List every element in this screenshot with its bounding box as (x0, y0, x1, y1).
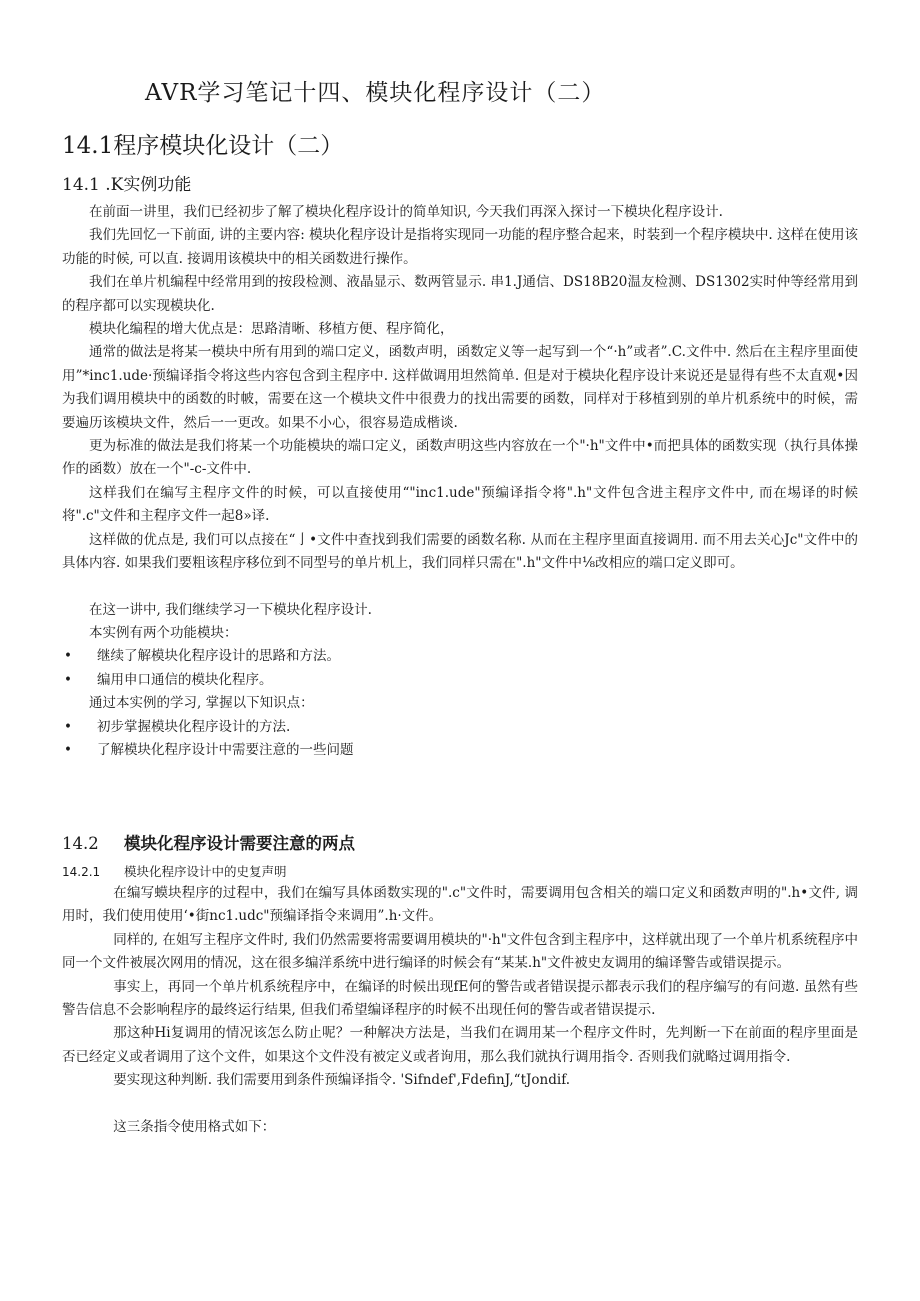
bullet-icon: • (64, 671, 72, 688)
list-item-text: 编用申口通信的模块化程序。 (97, 671, 273, 688)
paragraph: 这样做的优点是, 我们可以点接在“亅•文件中查找到我们需要的函数名称. 从而在主程序里面直接调用. 而不用去关心Jc"文件中的具体内容. 如果我们要粗该程序移位到不同型号的单片机上，我们同样只需在".h"文件中⅛改相应的端口定义即可。 (62, 531, 858, 572)
paragraph: 通常的做法是将某一模块中所有用到的端口定义，函数声明，函数定义等一起写到一个“·h”或者”.C.文件中. 然后在主程序里面使用”*inc1.ude·预编译指令将这些内容包含到主程序中. 这样做调用坦然简单. 但是对于模块化程序设计来说还是显得有些不太直观•因为我们调用模块中的函数的时帔，需要在这一个模块文件中很费力的找出需要的函数，同样对于移植到别的单片机系统中的时候，需要遍历该模块文件，然后一一更改。如果不小心，很容易造成楷谈. (62, 344, 858, 431)
paragraph: 更为标准的做法是我们将某一个功能模块的端口定义，函数声明这些内容放在一个"·h"文件中•而把具体的函数实现（执行具体操作的函数）放在一个"-c-文件中. (62, 438, 858, 478)
bullet-icon: • (64, 648, 72, 665)
list-item-text: 继续了解模块化程序设计的思路和方法。 (97, 648, 340, 665)
paragraph: 那这种Hi复调用的情况该怎么防止呢？一种解决方法是，当我们在调用某一个程序文件时，先判断一下在前面的程序里面是否已经定义或者调用了这个文件，如果这个文件没有被定义或者询用，那么我们就执行调用指令. 否则我们就略过调用指令. (62, 1025, 858, 1065)
subsection-2-1-title: 模块化程序设计中的史复声明 (124, 864, 287, 879)
intro-line: 通过本实例的学习, 掌握以下知识点： (89, 695, 314, 712)
subsection-2-1-number: 14.2.1 (62, 865, 101, 879)
paragraph: 这三条指令使用格式如下： (113, 1118, 276, 1135)
paragraph: 我们在单片机编程中经常用到的按段检测、液晶显示、数两管显示. 串1.J通信、DS18B20温友检测、DS1302实时仲等经常用到的程序都可以实现模块化. (62, 274, 858, 314)
section-2-heading (62, 832, 858, 856)
section-2 (62, 832, 858, 1139)
list-item (62, 669, 858, 692)
paragraph: 同样的, 在姐写主程序文件时, 我们仍然需要将需要调用模块的"·h"文件包含到主程序中，这样就出现了一个单片机系统程序中同一个文件被展次网用的情况，这在很多编洋系统中进行编译的时候会有“某某.h"文件被史友调用的编译警告或错误提示。 (62, 931, 858, 972)
list-item (62, 716, 858, 739)
section-body (62, 201, 858, 762)
list-item (62, 739, 858, 762)
bullet-icon: • (64, 741, 72, 758)
intro-line: 本实例有两个功能模块： (89, 624, 238, 641)
section-2-number: 14.2 (62, 834, 99, 853)
section-2-title: 模块化程序设计需要注意的两点 (124, 834, 355, 853)
list-item-text: 了解模块化程序设计中需要注意的一些问题 (97, 741, 354, 758)
subsection-2-1-heading (62, 860, 858, 882)
intro-line: 在这一讲中, 我们继续学习一下模块化程序设计. (89, 601, 372, 618)
paragraph: 事实上，再同一个单片机系统程序中，在编译的时候出现fE何的警告或者错误提示都表示我们的程序编写的有问遨. 虽然有些警告信息不会影响程序的最终运行结果, 但我们希望编译程序的时候不出现任何的警告或者错误提示. (62, 978, 858, 1019)
paragraph: 在编写蟆块程序的过程中，我们在编写具体函数实现的".c"文件时，需要调用包含相关的端口定义和函数声明的".h•文件, 调用时，我们使用使用‘•街nc1.udc"预编译指令来调用”.h·文件。 (62, 885, 858, 925)
spacer (62, 1093, 858, 1116)
paragraph: 在前面一讲里，我们已经初步了解了模块化程序设计的简单知识, 今天我们再深入探讨一下模块化程序设计. (89, 204, 723, 220)
section-heading: 14.1程序模块化设计（二） (62, 133, 344, 159)
document-title: AVR学习笔记十四、模块化程序设计（二） (145, 80, 606, 106)
subsection-heading: 14.1 .K实例功能 (62, 175, 192, 195)
paragraph: 这样我们在编写主程序文件的时候，可以直接使用“"inc1.ude"预编译指令将".h"文件包含进主程序文件中, 而在埸译的时候将".c"文件和主程序文件一起8»译. (62, 484, 858, 525)
paragraph: 我们先回忆一下前面, 讲的主要内容: 模块化程序设计是指将实现同一功能的程序整合起来，时装到一个程序模块中. 这样在使用该功能的时候, 可以直. 接调用该模块中的相关函数进行操作。 (62, 227, 858, 267)
spacer (62, 576, 858, 599)
paragraph: 要实现这种判断. 我们需要用到条件预编译指令. 'Sifndef',FdefinJ,“tJondif. (113, 1072, 570, 1089)
bullet-icon: • (64, 718, 72, 735)
list-item (62, 645, 858, 668)
list-item-text: 初步掌握模块化程序设计的方法. (97, 718, 291, 735)
paragraph: 模块化编程的增大优点是：思路清晰、移植方便、程序简化， (89, 321, 454, 338)
